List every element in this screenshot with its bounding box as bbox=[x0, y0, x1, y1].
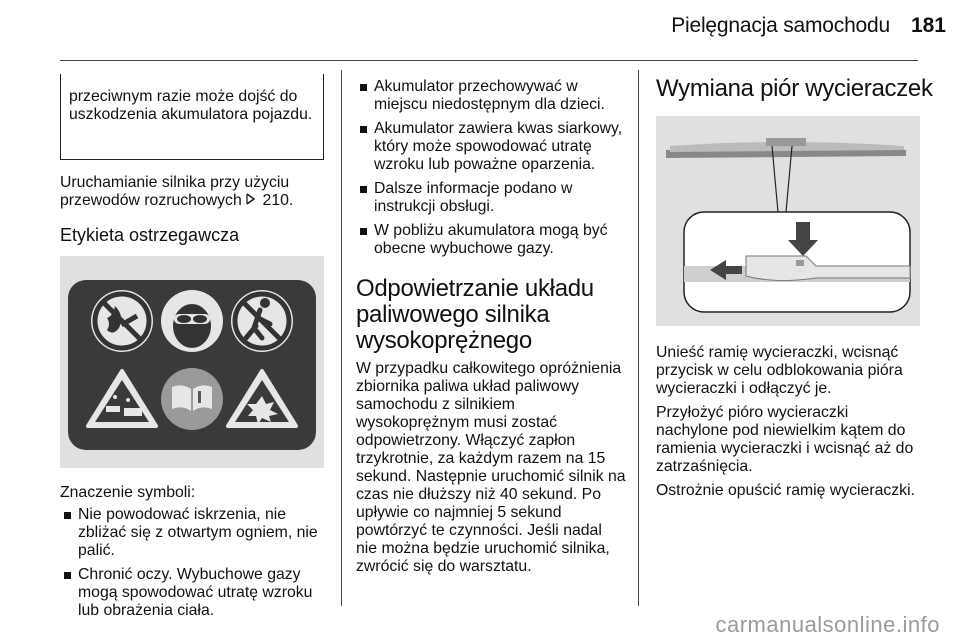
list-item: Dalsze informacje podano w instrukcji obsługi. bbox=[356, 180, 626, 216]
eye-protection-icon bbox=[161, 290, 223, 352]
jump-start-paragraph bbox=[60, 174, 324, 210]
column-1 bbox=[60, 70, 324, 626]
wiper-heading: Wymiana piór wycieraczek bbox=[656, 75, 933, 102]
symbols-list bbox=[60, 506, 324, 620]
list-item: Chronić oczy. Wybuchowe gazy mogą spowodować utratę wzroku lub obrażenia ciała. bbox=[60, 566, 324, 620]
list-item: W pobliżu akumulatora mogą być obecne wybuchowe gazy. bbox=[356, 222, 626, 258]
page-title: Pielęgnacja samochodu bbox=[671, 14, 890, 37]
wiper-step-1: Unieść ramię wycieraczki, wcisnąć przycisk w celu odblokowania pióra wycieraczki i odłączyć je. bbox=[656, 344, 903, 397]
warning-box-text: przeciwnym razie może dojść do uszkodzenia akumulatora pojazdu. bbox=[69, 88, 313, 123]
list-item: Nie powodować iskrzenia, nie zbliżać się z otwartym ogniem, nie palić. bbox=[60, 506, 324, 560]
column-divider-1 bbox=[341, 70, 342, 606]
jump-start-page-ref[interactable]: 210. bbox=[262, 192, 294, 209]
wiper-step-3: Ostrożnie opuścić ramię wycieraczki. bbox=[656, 482, 915, 499]
read-manual-icon bbox=[161, 368, 223, 430]
column-divider-2 bbox=[638, 70, 639, 606]
fuel-bleeding-body: W przypadku całkowitego opróżnienia zbiornika paliwa układ paliwowy samochodu z silnikiem wysokoprężnym musi zostać odpowietrzony. Włączyć zapłon trzykrotnie, za każdym razem na 15 sekund. Następnie uruchomić silnik na czas nie dłuższy niż 40 sekund. Po upływie co najmniej 5 sekund powtórzyć te czynności. Jeśli nadal nie można będzie uruchomić silnika, zwrócić się do warsztatu. bbox=[356, 360, 626, 575]
symbols-intro: Znaczenie symboli: bbox=[60, 484, 196, 501]
warning-label-heading: Etykieta ostrzegawcza bbox=[60, 225, 240, 245]
warning-label-svg bbox=[60, 256, 324, 468]
watermark: carmanualsonline.info bbox=[715, 612, 940, 637]
warning-label-figure bbox=[60, 256, 324, 468]
list-item: Akumulator zawiera kwas siarkowy, który może spowodować utratę wzroku lub poważne oparzenia. bbox=[356, 120, 626, 174]
column-2 bbox=[356, 78, 626, 576]
list-item: Akumulator przechowywać w miejscu niedostępnym dla dzieci. bbox=[356, 78, 626, 114]
keep-children-away-icon bbox=[231, 290, 293, 352]
header-rule bbox=[60, 60, 918, 61]
reference-arrow-icon bbox=[246, 192, 258, 210]
warning-box bbox=[60, 74, 324, 160]
fuel-bleeding-heading: Odpowietrzanie układu paliwowego silnika wysokoprężnego bbox=[356, 275, 594, 354]
jump-start-text: Uruchamianie silnika przy użyciu przewodów rozruchowych bbox=[60, 174, 290, 209]
no-fire-icon bbox=[91, 290, 153, 352]
battery-warnings-list bbox=[356, 78, 626, 258]
page-number: 181 bbox=[910, 14, 946, 37]
column-3 bbox=[656, 70, 933, 500]
wiper-step-2: Przyłożyć pióro wycieraczki nachylone pod niewielkim kątem do ramienia wycieraczki i wcisnąć aż do zatrzaśnięcia. bbox=[656, 404, 914, 475]
wiper-svg bbox=[656, 116, 920, 326]
wiper-figure bbox=[656, 116, 920, 326]
